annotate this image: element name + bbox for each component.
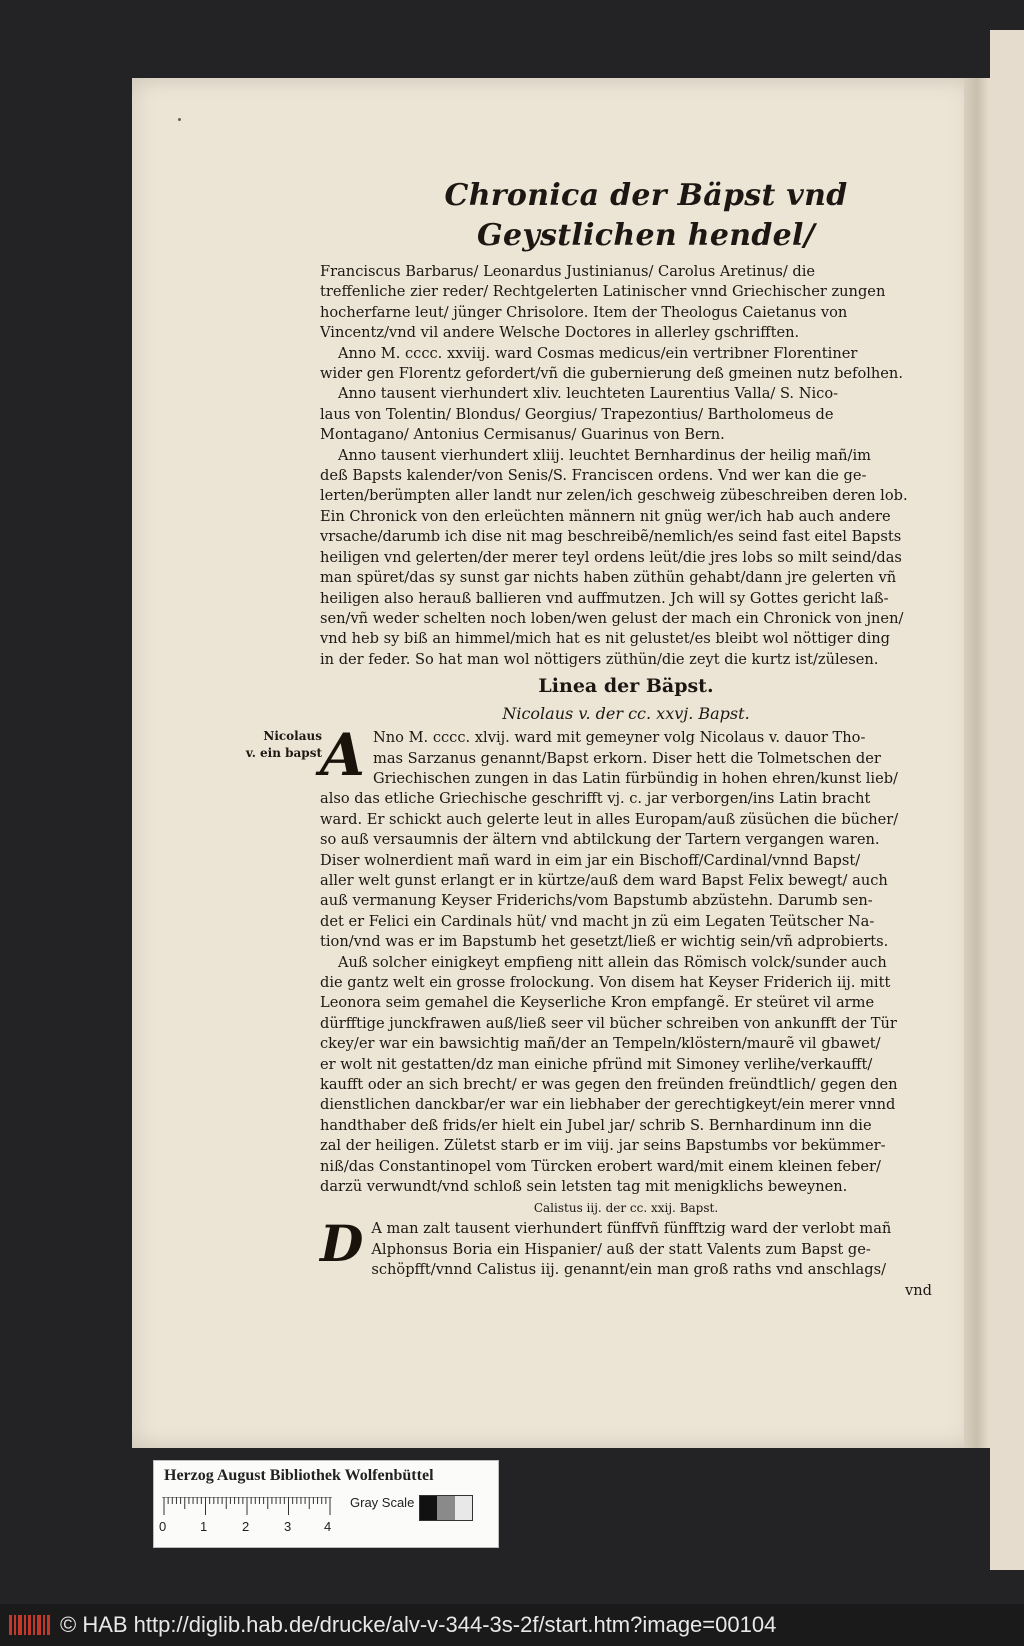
text-line: Montagano/ Antonius Cermisanus/ Guarinus von Bern. xyxy=(320,426,725,444)
footer-copyright-url: © HAB http://diglib.hab.de/drucke/alv-v-344-3s-2f/start.htm?image=00104 xyxy=(60,1612,777,1637)
ruler-label: 1 xyxy=(200,1519,208,1534)
text-line: also das etliche Griechische geschrifft vj. c. jar verborgen/ins Latin bracht xyxy=(320,790,871,808)
aus-solcher-paragraph xyxy=(320,953,932,1198)
text-line: heiligen vnd gelerten/der merer teyl ordens leüt/die jres lobs so milt seind/das xyxy=(320,548,902,566)
drop-cap-initial: D xyxy=(320,1214,364,1274)
gray-scale-label: Gray Scale xyxy=(350,1495,415,1510)
marginal-note-line-1: Nicolaus xyxy=(263,729,322,743)
text-line: so auß versaumnis der ältern vnd abtilckung der Tartern vergangen waren. xyxy=(320,831,880,849)
calixtus-heading: Calistus iij. der cc. xxij. Bapst. xyxy=(533,1201,719,1216)
gray-swatch-dark xyxy=(420,1496,437,1520)
text-line: wider gen Florentz gefordert/vñ die gubernierung deß gmeinen nutz befolhen. xyxy=(320,365,903,383)
drop-cap-initial: A xyxy=(320,721,366,790)
page-text xyxy=(320,176,932,1301)
nicolaus-heading: Nicolaus v. der cc. xxvj. Bapst. xyxy=(502,704,750,724)
text-line: er wolt nit gestatten/dz man einiche pfründ mit Simoney verlihe/verkaufft/ xyxy=(320,1055,873,1073)
library-name: Herzog August Bibliothek Wolfenbüttel xyxy=(164,1467,434,1484)
text-line: vnd heb sy biß an himmel/mich hat es nit gelustet/es bleibt wol nöttiger ding xyxy=(320,630,891,648)
text-line: det er Felici ein Cardinals hüt/ vnd macht jn zü eim Legaten Teütscher Na- xyxy=(320,912,875,930)
text-line: zal der heiligen. Zületst starb er im viij. jar seins Bapstumbs vor bekümmer- xyxy=(320,1137,886,1155)
gray-scale-swatches xyxy=(419,1495,473,1521)
text-line: man spüret/das sy sunst gar nichts haben züthün gehabt/dann jre gelerten vñ xyxy=(320,569,897,587)
gray-swatch-light xyxy=(455,1496,472,1520)
text-line: auß vermanung Keyser Friderichs/vom Bapstumb abzüstehn. Darumb sen- xyxy=(320,892,873,910)
text-line: Vincentz/vnd vil andere Welsche Doctores in allerley gschrifften. xyxy=(320,324,800,342)
text-line: ckey/er war ein bawsichtig mañ/der an Tempeln/klöstern/maurẽ vil gbawet/ xyxy=(320,1035,881,1053)
text-line: Anno tausent vierhundert xliv. leuchteten Laurentius Valla/ S. Nico- xyxy=(338,385,839,403)
page-gutter-shadow xyxy=(964,78,990,1448)
text-line: darzü verwundt/vnd schloß sein letsten tag mit menigklichs beweynen. xyxy=(320,1178,848,1196)
adjacent-page-edge xyxy=(990,30,1024,1570)
text-line: Anno M. cccc. xxviij. ward Cosmas medicus/ein vertribner Florentiner xyxy=(338,344,858,362)
text-line: Auß solcher einigkeyt empfieng nitt allein das Römisch volck/sunder auch xyxy=(338,953,887,971)
text-line: in der feder. So hat man wol nöttigers züthün/die zeyt die kurtz ist/zülesen. xyxy=(320,650,879,668)
text-line: Leonora seim gemahel die Keyserliche Kron empfangẽ. Er steüret vil arme xyxy=(320,994,875,1012)
text-line: deß Bapsts kalender/von Senis/S. Franciscen ordens. Vnd wer kan die ge- xyxy=(320,467,867,485)
anno-1428-paragraph xyxy=(320,344,932,385)
viewer-footer xyxy=(0,1604,1024,1646)
text-line: treffenliche zier reder/ Rechtgelerten Latinischer vnnd Griechischer zungen xyxy=(320,283,886,301)
text-line: tion/vnd was er im Bapstumb het gesetzt/ließ er wichtig sein/vñ adprobierts. xyxy=(320,933,889,951)
ruler-scale xyxy=(162,1497,332,1519)
marginal-note xyxy=(236,728,322,762)
catchword: vnd xyxy=(905,1281,932,1299)
page-speck xyxy=(178,118,181,121)
anno-1444-paragraph xyxy=(320,384,932,445)
running-head: Chronica der Bäpst vnd Geystlichen hendel/ xyxy=(444,178,848,253)
text-line: Griechischen zungen in das Latin fürbündig in hohen ehren/kunst lieb/ xyxy=(373,769,898,787)
text-line: heiligen also herauß ballieren vnd auffmutzen. Jch will sy Gottes gericht laß- xyxy=(320,589,889,607)
section-title: Linea der Bäpst. xyxy=(538,675,714,698)
nicolaus-paragraph xyxy=(320,721,932,952)
text-line: Ein Chronick von den erleüchten männern nit gnüg wer/ich hab auch andere xyxy=(320,507,891,525)
text-line: Diser wolnerdient mañ ward in eim jar ein Bischoff/Cardinal/vnnd Bapst/ xyxy=(320,851,861,869)
text-line: kaufft oder an sich brecht/ er was gegen den freünden freündtlich/ gegen den xyxy=(320,1076,898,1094)
text-line: laus von Tolentin/ Blondus/ Georgius/ Trapezontius/ Bartholomeus de xyxy=(320,405,834,423)
text-line: mas Sarzanus genannt/Bapst erkorn. Diser hett die Tolmetschen der xyxy=(373,749,881,767)
calixtus-paragraph xyxy=(320,1214,932,1280)
ruler-label: 0 xyxy=(159,1519,167,1534)
text-line: aller welt gunst erlangt er in kürtze/auß dem ward Bapst Felix bewegt/ auch xyxy=(320,871,888,889)
gray-swatch-mid xyxy=(437,1496,454,1520)
text-line: niß/das Constantinopel vom Türcken erobert ward/mit einem kleinen feber/ xyxy=(320,1157,881,1175)
text-line: handthaber deß frids/er hielt ein Jubel jar/ schrib S. Bernhardinum inn die xyxy=(320,1116,872,1134)
text-line: hocherfarne leut/ jünger Chrisolore. Item der Theologus Caietanus von xyxy=(320,303,848,321)
hab-barcode-logo-icon xyxy=(8,1612,52,1638)
text-line: schöpfft/vnnd Calistus iij. genannt/ein man groß raths vnd anschlags/ xyxy=(371,1261,886,1279)
ruler-label: 4 xyxy=(324,1519,332,1534)
color-calibration-bar xyxy=(153,1460,499,1548)
ruler-label: 2 xyxy=(242,1519,250,1534)
text-line: vrsache/darumb ich dise nit mag beschreibẽ/nemlich/es seind fast eitel Bapsts xyxy=(320,528,902,546)
text-line: die gantz welt ein grosse frolockung. Von disem hat Keyser Friderich iij. mitt xyxy=(320,974,891,991)
text-line: dürfftige junckfrawen auß/ließ seer vil bücher schreiben von ankunfft der Tür xyxy=(320,1014,897,1032)
text-line: A man zalt tausent vierhundert fünffvñ fünfftzig ward der verlobt mañ xyxy=(371,1220,892,1238)
text-line: lerten/berümpten aller landt nur zelen/ich geschweig zübeschreiben deren lob. xyxy=(320,487,908,505)
text-line: Nno M. cccc. xlvij. ward mit gemeyner volg Nicolaus v. dauor Tho- xyxy=(373,729,866,747)
text-line: Alphonsus Boria ein Hispanier/ auß der statt Valents zum Bapst ge- xyxy=(371,1240,871,1258)
text-line: sen/vñ weder schelten noch loben/wen gelust der mach ein Chronick von jnen/ xyxy=(320,609,904,627)
ruler-label: 3 xyxy=(284,1519,292,1534)
anno-1443-paragraph xyxy=(320,446,932,670)
text-line: ward. Er schickt auch gelerte leut in alles Europam/auß züsüchen die bücher/ xyxy=(320,810,899,828)
opening-paragraph xyxy=(320,262,932,344)
text-line: dienstlichen danckbar/er war ein liebhaber der gerechtigkeyt/ein merer vnnd xyxy=(320,1096,896,1114)
marginal-note-line-2: v. ein bapst xyxy=(245,746,322,760)
text-line: Anno tausent vierhundert xliij. leuchtet Bernhardinus der heilig mañ/im xyxy=(338,446,871,464)
text-line: Franciscus Barbarus/ Leonardus Justinianus/ Carolus Aretinus/ die xyxy=(320,263,816,280)
